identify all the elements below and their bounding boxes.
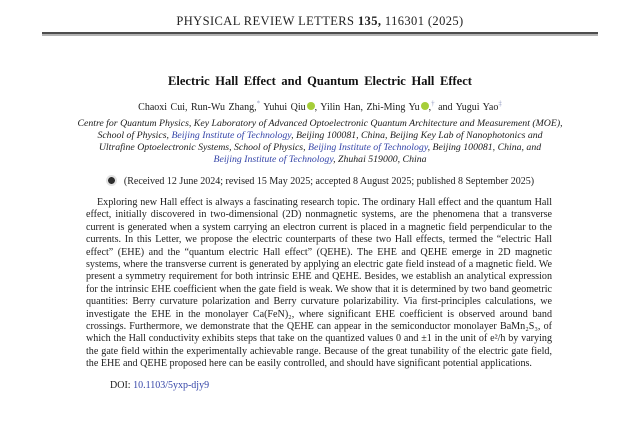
author: Run-Wu Zhang,: [191, 102, 257, 113]
institution-link[interactable]: Beijing Institute of Technology: [171, 130, 292, 141]
abstract-paragraph: Exploring new Hall effect is always a fascinating research topic. The ordinary Hall effect and the quantum Hall effect, initially discovered in two-dimensional (2D) nonmagnetic systems, are the phenomena that a transverse current is generated when a system carrying an electron current is placed in a magnetic field perpendicular to the currents. In this Letter, we propose the electric counterparts of these two Hall effects, termed the “electric Hall effect” (EHE) and the “quantum electric Hall effect” (QEHE). The EHE and QEHE emerge in 2D magnetic systems, where the transverse current is generated by applying an electric gate field instead of a magnetic field. We present a symmetry requirement for both intrinsic EHE and QEHE. Besides, we establish an analytical expression for the intrinsic EHE coefficient when the gate field is weak. We show that it is determined by two band geometric quantities: Berry curvature polarization and Berry curvature polarizability. Via first-principles calculations, we investigate the EHE in the monolayer Ca(FeN)₂, where significant EHE coefficient is observed around band crossings. Furthermore, we demonstrate that the QEHE can appear in the semiconductor monolayer BaMn₂S₃, of which the Hall conductivity exhibits steps that take on the quantized values 0 and ±1 in the unit of e²/h by varying the gate field within the experimentally achievable range. Because of the great tunability of the electric gate field, the EHE and QEHE proposed here can be easily controlled, and should have significant potential applications.: [86, 197, 552, 370]
orcid-icon[interactable]: [421, 102, 429, 110]
institution-link[interactable]: Beijing Institute of Technology: [213, 154, 334, 165]
author: Yuhui Qiu: [263, 102, 306, 113]
author: Zhi-Ming Yu: [366, 102, 420, 113]
affiliation-line: Centre for Quantum Physics, Key Laboratory of Advanced Optoelectronic Quantum Architecture and Measurement (MOE),: [77, 118, 563, 129]
history-line: [0, 175, 640, 187]
affiliation-text: , Beijing 100081, China, Beijing Key Lab of Nanophotonics and: [291, 130, 543, 141]
footnote-dagger-link[interactable]: †: [431, 99, 435, 108]
author: Chaoxi Cui,: [138, 102, 188, 113]
affiliation-text: , Beijing 100081, China, and: [427, 142, 542, 153]
affiliation-text: School of Physics,: [97, 130, 172, 141]
footnote-asterisk-link[interactable]: *: [256, 99, 261, 108]
journal-volume: 135,: [357, 14, 382, 28]
paper-title: Electric Hall Effect and Quantum Electric Hall Effect: [168, 74, 472, 88]
author: and Yugui Yao: [438, 102, 499, 113]
affiliation-text: , Zhuhai 519000, China: [333, 154, 427, 165]
doi-link[interactable]: 10.1103/5yxp-djy9: [133, 379, 210, 391]
journal-name: PHYSICAL REVIEW LETTERS: [176, 14, 355, 28]
journal-header: [0, 0, 640, 29]
affiliation-text: Ultrafine Optoelectronic Systems, School of Physics,: [98, 142, 308, 153]
author: Yilin Han,: [320, 102, 363, 113]
received-dates: (Received 12 June 2024; revised 15 May 2025; accepted 8 August 2025; published 8 September 2025): [123, 176, 535, 187]
doi-label: DOI:: [110, 379, 134, 391]
author-separator: ,: [314, 102, 318, 113]
author-line: [0, 99, 640, 113]
crossmark-check-for-updates-icon[interactable]: [106, 175, 117, 186]
article-number: 116301 (2025): [384, 14, 464, 28]
header-rule: [42, 32, 598, 36]
institution-link[interactable]: Beijing Institute of Technology: [308, 142, 428, 153]
author-separator: ,: [428, 102, 432, 113]
affiliation-line: [0, 154, 640, 166]
orcid-icon[interactable]: [307, 102, 315, 110]
affiliation-block: [0, 118, 640, 166]
footnote-double-dagger-link[interactable]: ‡: [498, 99, 502, 108]
affiliation-line: [0, 130, 640, 142]
doi-line: [110, 380, 640, 391]
affiliation-line: [0, 142, 640, 154]
